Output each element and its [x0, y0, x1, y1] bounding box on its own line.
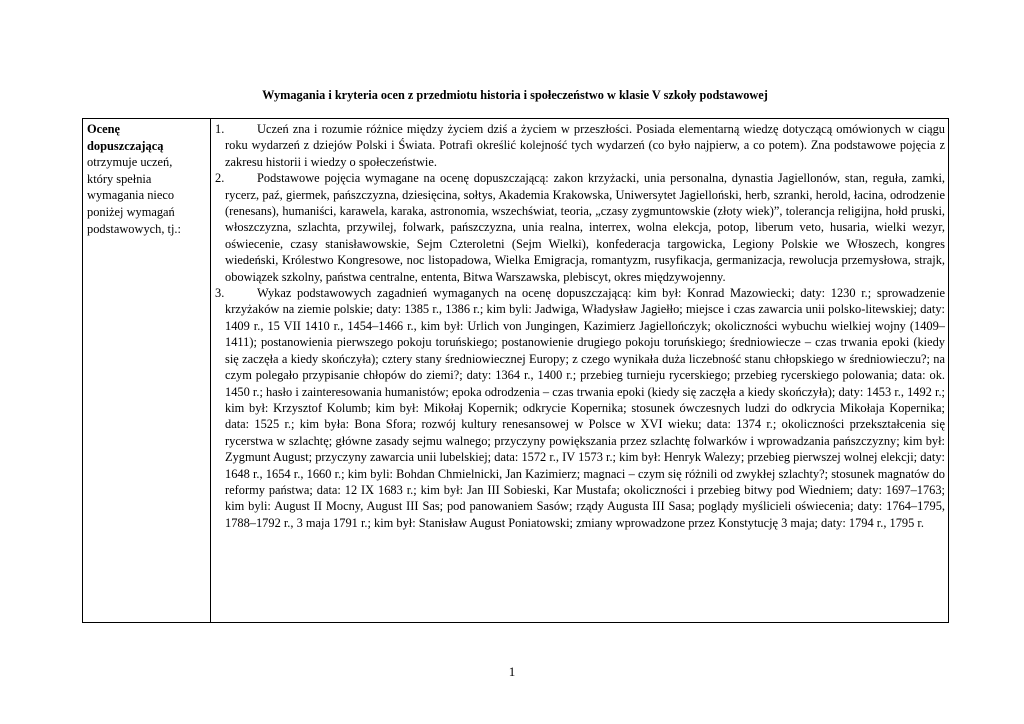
grade-label-line-2: dopuszczającą	[87, 138, 164, 153]
grade-label-line-5: wymagania nieco	[87, 188, 175, 203]
requirement-number: 2.	[215, 171, 225, 186]
requirements-content-cell	[211, 119, 948, 622]
grade-label-line-1: Ocenę	[87, 122, 121, 136]
grade-label-line-7: podstawowych, tj.:	[87, 221, 181, 236]
requirement-text: Uczeń zna i rozumie różnice między życiem dziś a życiem w przeszłości. Posiada elementarną wiedzę dotyczącą omówionych w ciągu roku wydarzeń z dziejów Polski i Świata. Potrafi określić kolejność tych wydarzeń (co było najpierw, a co potem). Zna podstawowe pojęcia z zakresu historii i wiedzy o społeczeństwie.	[225, 122, 945, 169]
grade-label-line-6: poniżej wymagań	[87, 204, 175, 219]
requirement-text: Podstawowe pojęcia wymagane na ocenę dopuszczającą: zakon krzyżacki, unia personalna, dynastia Jagiellonów, stan, reguła, zamki, rycerz, paź, giermek, pańszczyzna, dziesięcina, sołtys, Akademia Krakowska, Uniwersytet Jagielloński, herb, szranki, herold, łacina, odrodzenie (renesans), humaniści, karawela, karaka, astronomia, wszechświat, teoria, „czasy zygmuntowskie (złoty wiek)”, tolerancja religijna, hołd pruski, włoszczyzna, szlachta, przywilej, folwark, pańszczyzna, unia realna, interrex, wolna elekcja, potop, liberum veto, husaria, wielki wezyr, oświecenie, czasy stanisławowskie, Sejm Czteroletni (Sejm Wielki), konfederacja targowicka, Legiony Polskie we Włoszech, kongres wiedeński, Królestwo Kongresowe, noc listopadowa, Wielka Emigracja, romantyzm, rusyfikacja, germanizacja, rewolucja przemysłowa, strajk, obowiązek szkolny, państwa centralne, ententa, Bitwa Warszawska, plebiscyt, okres międzywojenny.	[225, 171, 945, 284]
requirements-table	[82, 118, 949, 623]
requirement-item-2	[215, 170, 945, 285]
grade-label-cell	[83, 119, 211, 622]
requirement-number: 3.	[215, 286, 225, 301]
requirement-text: Wykaz podstawowych zagadnień wymaganych na ocenę dopuszczającą: kim był: Konrad Mazowiecki; daty: 1230 r.; sprowadzenie krzyżaków na ziemie polskie; daty: 1385 r., 1386 r.; kim byli: Jadwiga, Władysław Jagiełło; miejsce i czas zawarcia unii polsko-litewskiej; daty: 1409 r., 15 VII 1410 r., 1454–1466 r., kim był: Urlich von Jungingen, Kazimierz Jagiellończyk; okoliczności wybuchu wielkiej wojny (1409–1411); postanowienia pierwszego pokoju toruńskiego; postanowienie drugiego pokoju toruńskiego; średniowiecze – czas trwania epoki (kiedy się zaczęła a kiedy skończyła); cztery stany średniowiecznej Europy; z czego wynikała duża liczebność stanu chłopskiego w średniowieczu?; na czym polegało przypisanie chłopów do ziemi?; daty: 1364 r., 1400 r.; przebieg turnieju rycerskiego; przebieg rycerskiego polowania; data: ok. 1450 r.; hasło i zainteresowania humanistów; epoka odrodzenia – czas trwania epoki (kiedy się zaczęła a kiedy skończyła); daty: 1453 r., 1492 r.; kim był: Krzysztof Kolumb; kim był: Mikołaj Kopernik; odkrycie Kopernika; stosunek ówczesnych ludzi do odkrycia Mikołaja Kopernika; data: 1525 r.; kim była: Bona Sfora; rozwój kultury renesansowej w Polsce w XVI wieku; data: 1374 r.; okoliczności przekształcenia się rycerstwa w szlachtę; główne zasady sejmu walnego; przyczyny powiększania przez szlachtę folwarków i wprowadzania pańszczyzny; kim był: Zygmunt August; przyczyny zawarcia unii lubelskiej; data: 1572 r., IV 1573 r.; kim był: Henryk Walezy; przebieg pierwszej wolnej elekcji; daty: 1648 r., 1654 r., 1660 r.; kim byli: Bohdan Chmielnicki, Jan Kazimierz; magnaci – czym się różnili od zwykłej szlachty?; stosunek magnatów do reformy państwa; data: 12 IX 1683 r.; kim był: Jan III Sobieski, Kar Mustafa; okoliczności i przebieg bitwy pod Wiedniem; daty: 1697–1763; kim byli: August II Mocny, August III Sas; pod panowaniem Sasów; rządy Augusta III Sasa; poglądy myślicieli oświecenia; daty: 1764–1795, 1788–1792 r., 3 maja 1791 r.; kim był: Stanisław August Poniatowski; zmiany wprowadzone przez Konstytucję 3 maja; daty: 1794 r., 1795 r.	[225, 286, 945, 530]
requirement-number: 1.	[215, 122, 225, 136]
requirement-item-3	[215, 285, 945, 531]
page-number: 1	[508, 664, 516, 679]
grade-label-line-3: otrzymuje uczeń,	[87, 155, 173, 170]
requirement-item-1	[215, 121, 945, 170]
grade-label-line-4: który spełnia	[87, 171, 152, 186]
document-title: Wymagania i kryteria ocen z przedmiotu historia i społeczeństwo w klasie V szkoły podstawowej	[262, 88, 768, 102]
